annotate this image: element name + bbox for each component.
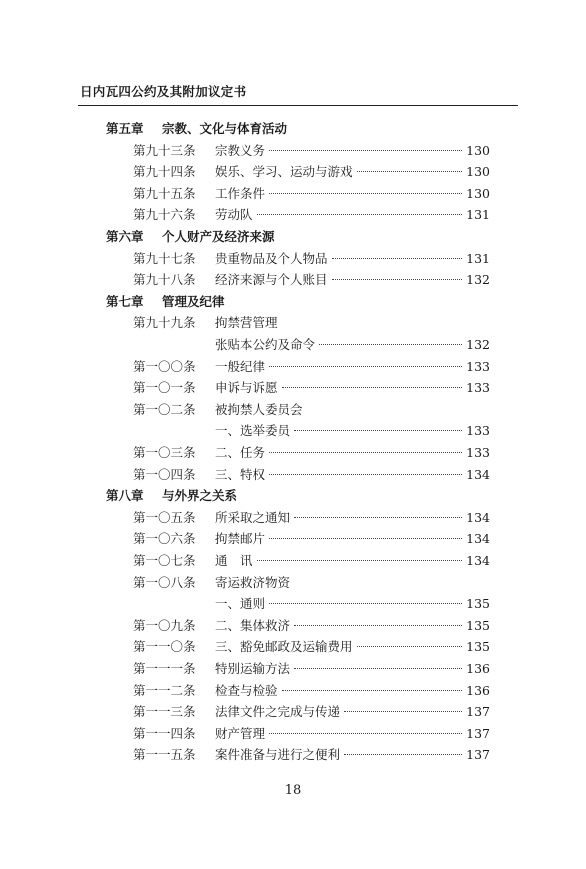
- toc-entry: [215, 334, 490, 356]
- toc-entry: [215, 420, 490, 442]
- entry-page-number: 134: [466, 553, 490, 568]
- entry-page-number: 130: [466, 185, 490, 201]
- article-number: 第一〇七条: [133, 553, 196, 568]
- toc-entry: [133, 377, 490, 399]
- entry-title: 一般纪律: [215, 358, 266, 374]
- dot-leader: [269, 193, 462, 194]
- dot-leader: [282, 387, 463, 388]
- entry-page-number: 131: [466, 250, 490, 266]
- dot-leader: [319, 344, 462, 345]
- dot-leader: [294, 430, 462, 431]
- toc-entry: [133, 507, 490, 529]
- entry-page-number: 133: [466, 423, 490, 439]
- entry-title: 劳动队: [215, 207, 253, 223]
- toc-entry: [133, 183, 490, 205]
- toc-entry: [133, 658, 490, 680]
- article-number: 第九十三条: [133, 142, 196, 158]
- toc-chapter-heading: [106, 485, 237, 507]
- article-number: 第九十五条: [133, 185, 196, 201]
- toc-entry: [133, 248, 490, 270]
- dot-leader: [257, 214, 463, 215]
- dot-leader: [282, 690, 463, 691]
- entry-title: 娱乐、学习、运动与游戏: [215, 164, 353, 180]
- article-number: 第一〇六条: [133, 531, 196, 547]
- article-number: 第一〇五条: [133, 509, 196, 525]
- chapter-title: 管理及纪律: [162, 293, 225, 309]
- chapter-number: 第八章: [106, 488, 144, 504]
- toc-entry: [133, 399, 490, 421]
- article-number: 第一一一条: [133, 661, 196, 676]
- entry-title: 拘禁邮片: [215, 531, 266, 547]
- page-number: 18: [284, 783, 302, 798]
- toc-chapter-heading: [106, 226, 275, 248]
- toc-entry: [133, 615, 490, 637]
- article-number: 第一一二条: [133, 682, 196, 698]
- toc-entry: [133, 701, 490, 723]
- chapter-number: 第七章: [106, 293, 144, 309]
- entry-page-number: 133: [466, 380, 490, 396]
- article-number: 第一〇八条: [133, 574, 196, 590]
- article-number: 第一〇一条: [133, 380, 196, 396]
- article-number: 第一〇九条: [133, 617, 196, 633]
- entry-page-number: 137: [466, 725, 490, 741]
- entry-title: 申诉与诉愿: [215, 380, 278, 396]
- dot-leader: [269, 603, 462, 604]
- article-number: 第九十七条: [133, 250, 196, 266]
- toc-entry: [133, 442, 490, 464]
- article-number: 第一一〇条: [133, 639, 196, 655]
- entry-page-number: 131: [466, 207, 490, 223]
- chapter-title: 个人财产及经济来源: [162, 229, 275, 244]
- toc-entry: [133, 572, 490, 594]
- entry-title: 二、任务: [215, 445, 266, 460]
- entry-title: 二、集体救济: [215, 617, 291, 633]
- entry-title: 张贴本公约及命令: [215, 337, 316, 352]
- dot-leader: [269, 150, 462, 151]
- toc-entry: [133, 528, 490, 550]
- dot-leader: [332, 279, 463, 280]
- article-number: 第一〇四条: [133, 466, 196, 482]
- entry-title: 经济来源与个人账目: [215, 272, 328, 288]
- entry-title: 所采取之通知: [215, 509, 291, 525]
- dot-leader: [269, 452, 462, 453]
- entry-title: 宗教义务: [215, 142, 266, 158]
- entry-title: 财产管理: [215, 725, 266, 741]
- dot-leader: [269, 733, 462, 734]
- entry-title: 贵重物品及个人物品: [215, 250, 328, 266]
- entry-title: 三、豁免邮政及运输费用: [215, 639, 353, 655]
- entry-title: 一、通则: [215, 596, 266, 612]
- toc-entry: [133, 269, 490, 291]
- entry-title: 一、选举委员: [215, 423, 291, 439]
- dot-leader: [257, 560, 463, 561]
- entry-title: 工作条件: [215, 185, 266, 201]
- entry-page-number: 134: [466, 531, 490, 547]
- header-divider: [78, 105, 518, 106]
- article-number: 第一〇二条: [133, 401, 196, 417]
- dot-leader: [357, 646, 463, 647]
- entry-page-number: 130: [466, 164, 490, 180]
- toc-entry: [133, 744, 490, 766]
- toc-entry: [133, 680, 490, 702]
- article-number: 第九十四条: [133, 164, 196, 180]
- dot-leader: [294, 517, 462, 518]
- toc-chapter-heading: [106, 118, 287, 140]
- entry-page-number: 133: [466, 445, 490, 460]
- entry-title: 通 讯: [215, 553, 253, 568]
- entry-page-number: 132: [466, 337, 490, 352]
- article-number: 第一一五条: [133, 747, 196, 763]
- article-number: 第一一三条: [133, 704, 196, 720]
- toc-entry: [133, 356, 490, 378]
- toc-entry: [133, 550, 490, 572]
- dot-leader: [269, 366, 462, 367]
- entry-title: 特别运输方法: [215, 661, 291, 676]
- chapter-title: 宗教、文化与体育活动: [162, 121, 288, 136]
- entry-title: 被拘禁人委员会: [215, 401, 303, 417]
- article-number: 第九十八条: [133, 272, 196, 288]
- article-number: 第九十九条: [133, 315, 196, 331]
- entry-title: 检查与检验: [215, 682, 278, 698]
- entry-page-number: 137: [466, 704, 490, 720]
- dot-leader: [344, 711, 462, 712]
- entry-page-number: 130: [466, 142, 490, 158]
- entry-page-number: 136: [466, 661, 490, 676]
- entry-page-number: 136: [466, 682, 490, 698]
- entry-page-number: 134: [466, 509, 490, 525]
- toc-entry: [133, 723, 490, 745]
- dot-leader: [269, 538, 462, 539]
- entry-page-number: 135: [466, 639, 490, 655]
- entry-title: 法律文件之完成与传递: [215, 704, 341, 720]
- chapter-number: 第六章: [106, 229, 144, 244]
- entry-page-number: 133: [466, 358, 490, 374]
- toc-entry: [133, 464, 490, 486]
- toc-entry: [133, 161, 490, 183]
- toc-entry: [133, 140, 490, 162]
- chapter-title: 与外界之关系: [162, 488, 238, 504]
- dot-leader: [294, 625, 462, 626]
- entry-title: 寄运救济物资: [215, 574, 291, 590]
- running-header: 日内瓦四公约及其附加议定书: [80, 84, 247, 99]
- entry-page-number: 134: [466, 466, 490, 482]
- dot-leader: [332, 258, 463, 259]
- dot-leader: [357, 171, 463, 172]
- entry-title: 三、特权: [215, 466, 266, 482]
- toc-entry: [133, 312, 490, 334]
- toc-entry: [133, 636, 490, 658]
- article-number: 第一一四条: [133, 725, 196, 741]
- chapter-number: 第五章: [106, 121, 144, 136]
- dot-leader: [269, 474, 462, 475]
- article-number: 第九十六条: [133, 207, 196, 223]
- article-number: 第一〇〇条: [133, 358, 196, 374]
- entry-page-number: 135: [466, 596, 490, 612]
- toc-chapter-heading: [106, 291, 225, 313]
- dot-leader: [294, 668, 462, 669]
- dot-leader: [344, 754, 462, 755]
- entry-title: 案件准备与进行之便利: [215, 747, 341, 763]
- toc-entry: [215, 593, 490, 615]
- toc-entry: [133, 204, 490, 226]
- entry-page-number: 135: [466, 617, 490, 633]
- entry-page-number: 137: [466, 747, 490, 763]
- article-number: 第一〇三条: [133, 445, 196, 460]
- entry-title: 拘禁营管理: [215, 315, 278, 331]
- entry-page-number: 132: [466, 272, 490, 288]
